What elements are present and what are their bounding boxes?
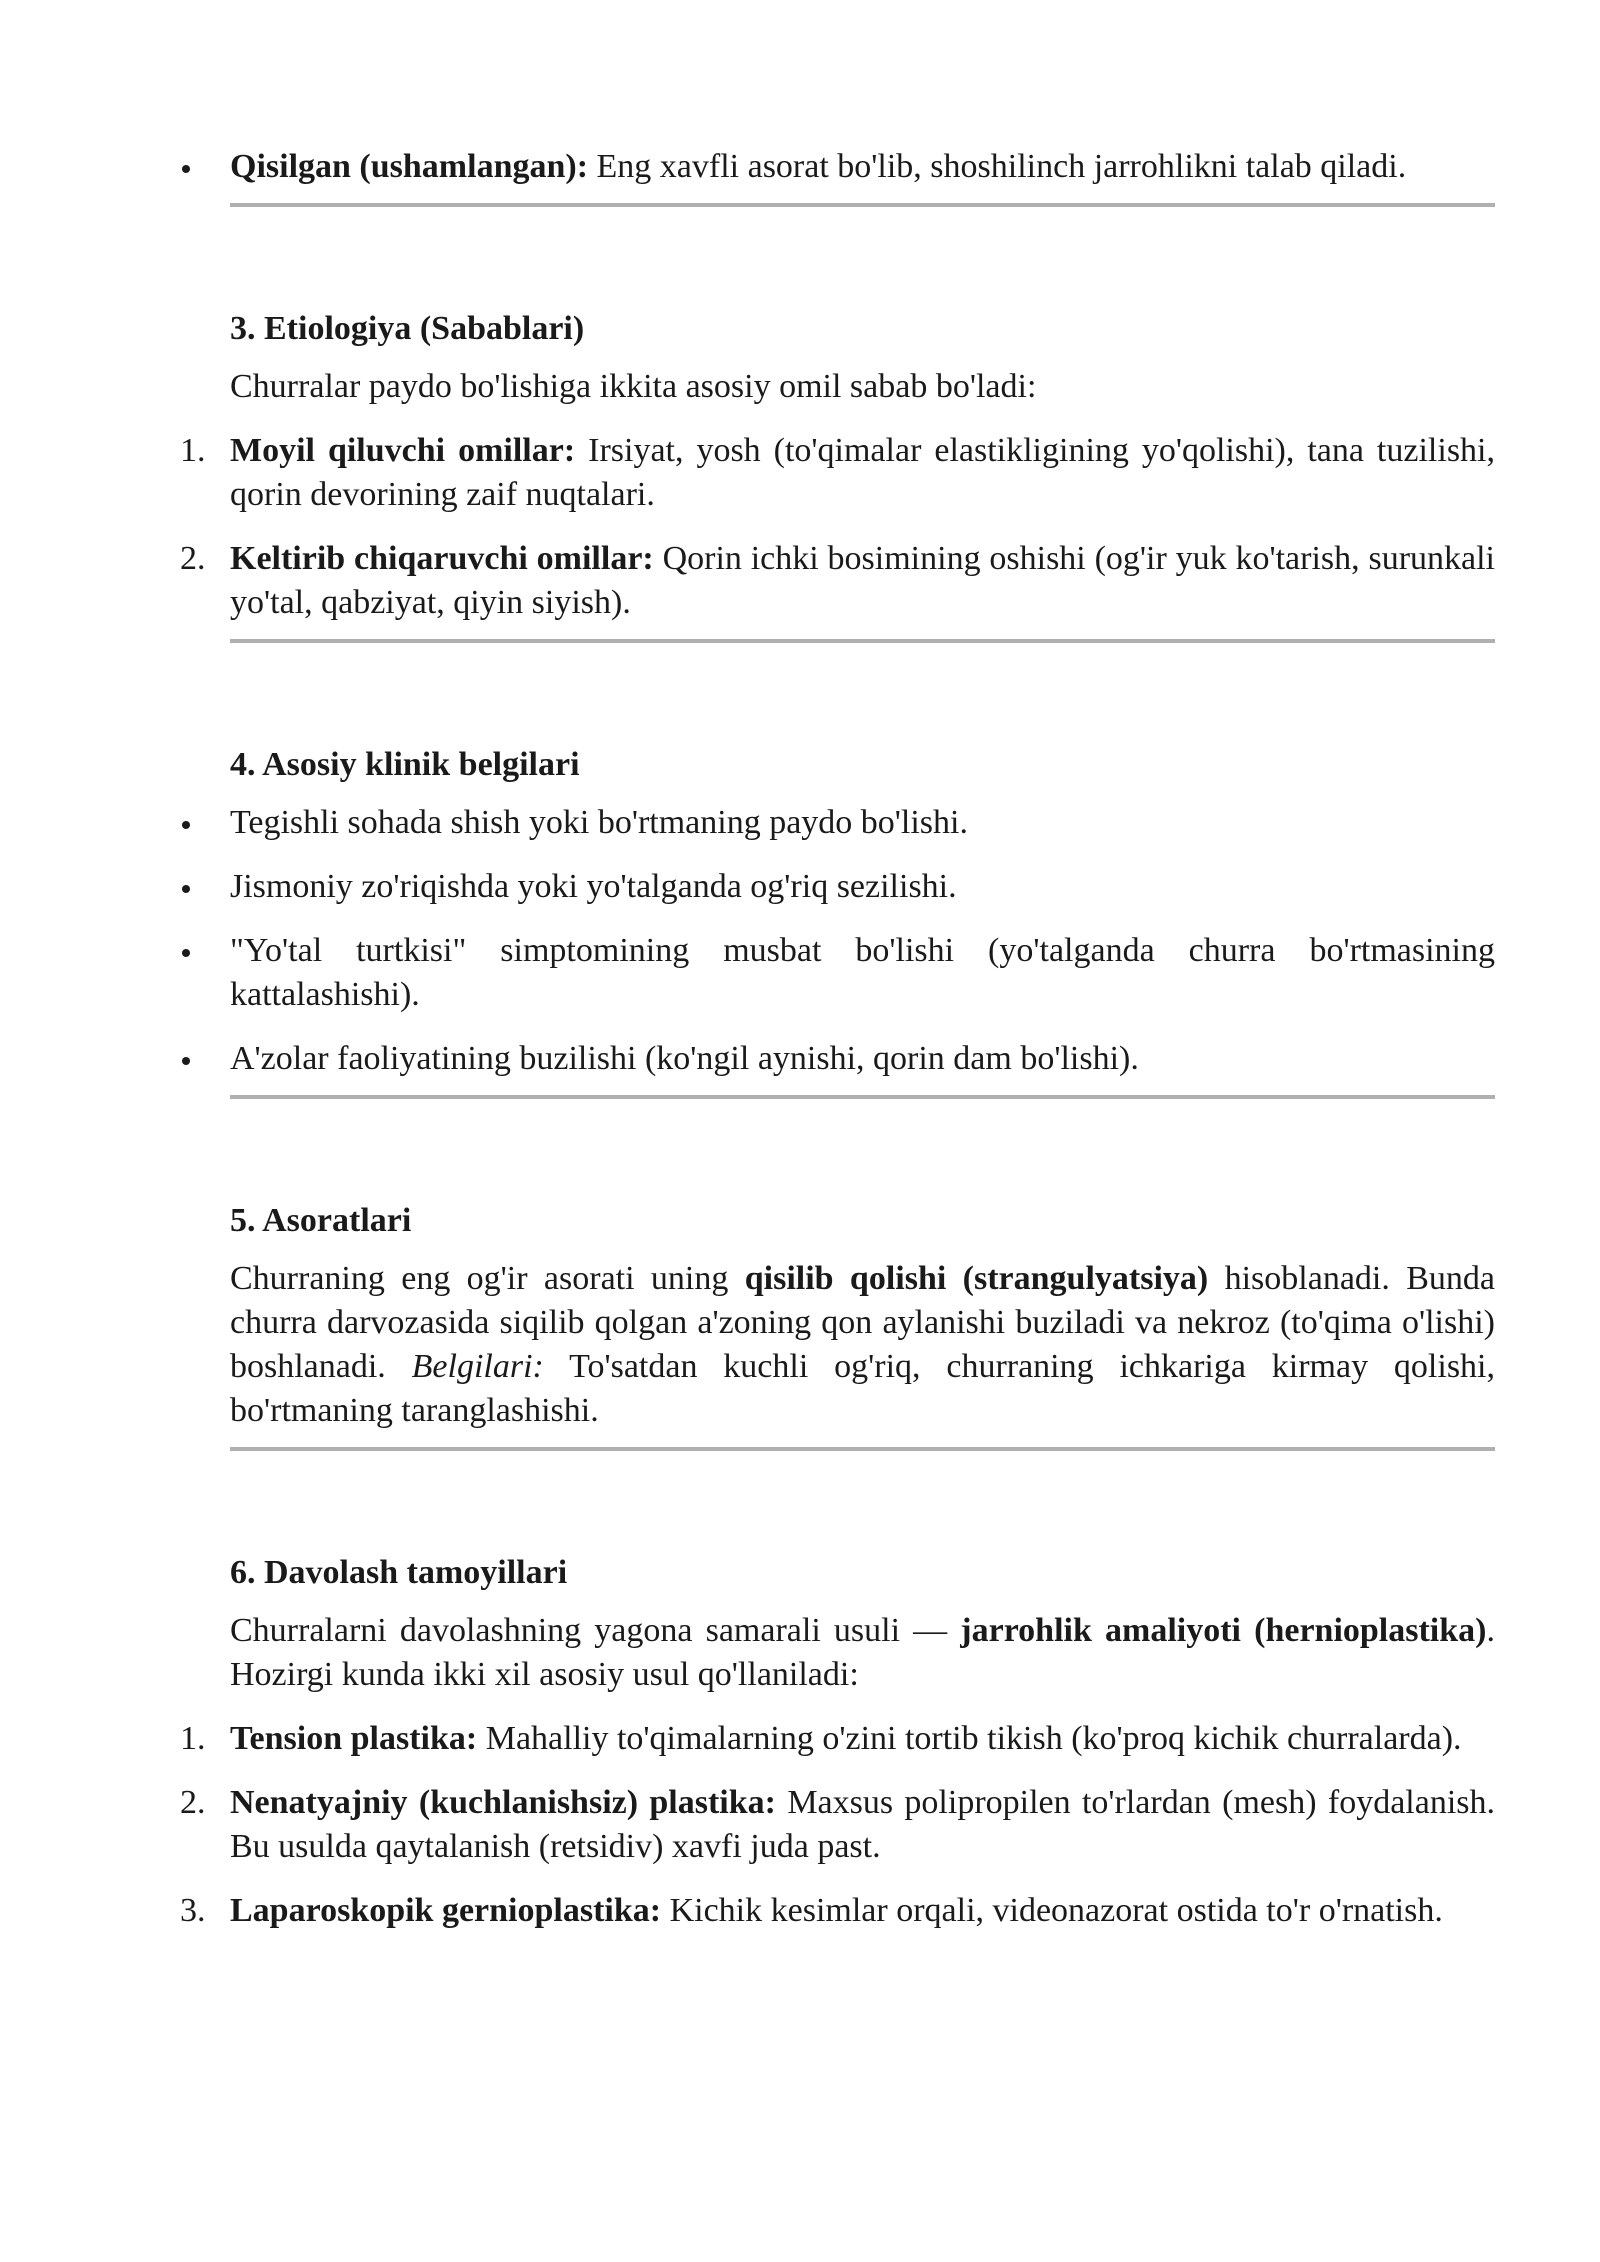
top-bullet-list xyxy=(230,145,1495,189)
section-asoratlari xyxy=(230,1199,1495,1451)
item-text: Irsiyat, yosh (to'qimalar elastikligining yo'qolishi), tana tuzilishi, qorin devorining zaif nuqtalari. xyxy=(230,432,1495,513)
bold-run: qisilib qolishi (strangulyatsiya) xyxy=(744,1260,1209,1297)
item-number: 2. xyxy=(180,540,206,577)
list-item: Jismoniy zo'riqishda yoki yo'talganda og'riq sezilishi. xyxy=(230,865,1495,909)
item-text: Eng xavfli asorat bo'lib, shoshilinch jarrohlikni talab qiladi. xyxy=(588,148,1407,185)
numbered-list xyxy=(180,1717,1495,1933)
item-text: Kichik kesimlar orqali, videonazorat ostida to'r o'rnatish. xyxy=(661,1892,1443,1929)
section-divider xyxy=(230,1095,1495,1099)
section-etiologiya xyxy=(180,307,1495,643)
list-item xyxy=(230,145,1495,189)
section-klinik-belgilari xyxy=(230,743,1495,1099)
bold-run: jarrohlik amaliyoti (hernioplastika) xyxy=(960,1612,1487,1649)
list-item: A'zolar faoliyatining buzilishi (ko'ngil aynishi, qorin dam bo'lishi). xyxy=(230,1037,1495,1081)
section-heading: 6. Davolash tamoyillari xyxy=(230,1554,568,1591)
item-number: 1. xyxy=(180,1720,206,1757)
text-run: Churralarni davolashning yagona samarali usuli — xyxy=(230,1612,961,1649)
list-item: "Yo'tal turtkisi" simptomining musbat bo'lishi (yo'talganda churra bo'rtmasining kattalashishi). xyxy=(230,929,1495,1017)
bullet-list xyxy=(230,801,1495,1081)
text-run: . Hozirgi kunda ikki xil asosiy usul qo'llaniladi: xyxy=(230,1612,1495,1693)
term: Laparoskopik gernioplastika: xyxy=(230,1892,662,1929)
item-number: 2. xyxy=(180,1784,206,1821)
term: Qisilgan (ushamlangan): xyxy=(230,148,589,185)
term: Keltirib chiqaruvchi omillar: xyxy=(230,540,654,577)
list-item xyxy=(180,1889,1495,1933)
term: Tension plastika: xyxy=(230,1720,478,1757)
list-item: Tegishli sohada shish yoki bo'rtmaning paydo bo'lishi. xyxy=(230,801,1495,845)
item-text: Maxsus polipropilen to'rlardan (mesh) foydalanish. Bu usulda qaytalanish (retsidiv) xavfi juda past. xyxy=(230,1784,1495,1865)
numbered-list xyxy=(180,429,1495,625)
section-divider xyxy=(230,1447,1495,1451)
list-item xyxy=(180,1781,1495,1869)
section-divider xyxy=(230,639,1495,643)
section-paragraph xyxy=(230,1257,1495,1433)
section-intro: Churralar paydo bo'lishiga ikkita asosiy omil sabab bo'ladi: xyxy=(230,368,1037,405)
item-text: Qorin ichki bosimining oshishi (og'ir yuk ko'tarish, surunkali yo'tal, qabziyat, qiyin siyish). xyxy=(230,540,1495,621)
section-davolash xyxy=(180,1551,1495,1933)
text-run: Churraning eng og'ir asorati uning xyxy=(230,1260,745,1297)
list-item xyxy=(180,429,1495,517)
list-item xyxy=(180,537,1495,625)
section-heading: 4. Asosiy klinik belgilari xyxy=(230,746,580,783)
list-item xyxy=(180,1717,1495,1761)
term: Nenatyajniy (kuchlanishsiz) plastika: xyxy=(230,1784,776,1821)
document-content xyxy=(180,145,1496,1953)
section-paragraph xyxy=(230,1609,1495,1697)
italic-run: Belgilari: xyxy=(411,1348,544,1385)
term: Moyil qiluvchi omillar: xyxy=(230,432,576,469)
item-number: 1. xyxy=(180,432,206,469)
text-run: hisoblanadi. Bunda churra darvozasida siqilib qolgan a'zoning qon aylanishi buziladi va nekroz (to'qima o'lishi) boshlanadi. xyxy=(230,1260,1495,1385)
item-number: 3. xyxy=(180,1892,206,1929)
item-text: Mahalliy to'qimalarning o'zini tortib tikish (ko'proq kichik churralarda). xyxy=(477,1720,1462,1757)
section-heading: 5. Asoratlari xyxy=(230,1202,412,1239)
section-heading: 3. Etiologiya (Sabablari) xyxy=(230,310,585,347)
text-run: To'satdan kuchli og'riq, churraning ichkariga kirmay qolishi, bo'rtmaning taranglashishi. xyxy=(230,1348,1496,1429)
section-divider xyxy=(230,203,1495,207)
